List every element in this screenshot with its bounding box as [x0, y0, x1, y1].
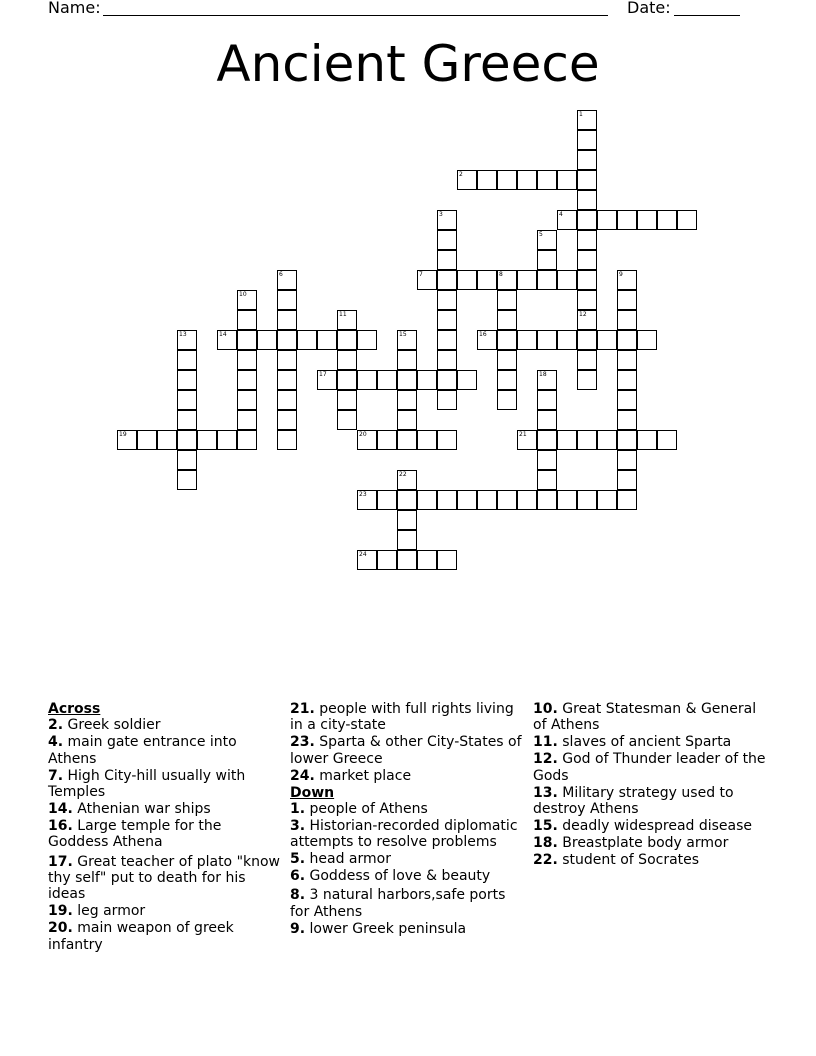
grid-cell[interactable]: [437, 370, 457, 390]
grid-cell[interactable]: [237, 290, 257, 310]
grid-cell[interactable]: [337, 310, 357, 330]
grid-cell[interactable]: [617, 290, 637, 310]
grid-cell[interactable]: [177, 350, 197, 370]
grid-cell[interactable]: [357, 370, 377, 390]
grid-cell[interactable]: [617, 350, 637, 370]
grid-cell[interactable]: [417, 370, 437, 390]
grid-cell[interactable]: [537, 270, 557, 290]
clue-number: 17: [319, 371, 327, 378]
grid-cell[interactable]: [177, 470, 197, 490]
clue-across-4: 4. main gate entrance into Athens: [48, 734, 237, 767]
grid-cell[interactable]: [677, 210, 697, 230]
clue-number: 4: [559, 211, 563, 218]
clue-number: 22: [399, 471, 407, 478]
clue-down-8: 8. 3 natural harbors,safe ports for Athens: [290, 887, 506, 920]
grid-cell[interactable]: [237, 330, 257, 350]
grid-cell[interactable]: [417, 430, 437, 450]
grid-cell[interactable]: [597, 210, 617, 230]
grid-cell[interactable]: [597, 490, 617, 510]
grid-cell[interactable]: [517, 430, 537, 450]
clue-number: 18: [539, 371, 547, 378]
name-label: Name:: [48, 0, 101, 17]
grid-cell[interactable]: [557, 270, 577, 290]
grid-cell[interactable]: [397, 370, 417, 390]
grid-cell[interactable]: [537, 330, 557, 350]
grid-cell[interactable]: [497, 370, 517, 390]
grid-cell[interactable]: [397, 510, 417, 530]
grid-cell[interactable]: [537, 250, 557, 270]
clue-number: 2: [459, 171, 463, 178]
grid-cell[interactable]: [277, 290, 297, 310]
grid-cell[interactable]: [217, 330, 237, 350]
grid-cell[interactable]: [177, 330, 197, 350]
grid-cell[interactable]: [237, 390, 257, 410]
grid-cell[interactable]: [577, 230, 597, 250]
grid-cell[interactable]: [197, 430, 217, 450]
clue-number: 23: [359, 491, 367, 498]
grid-cell[interactable]: [337, 410, 357, 430]
clue-across-2: 2. Greek soldier: [48, 717, 161, 734]
grid-cell[interactable]: [517, 270, 537, 290]
grid-cell[interactable]: [617, 370, 637, 390]
grid-cell[interactable]: [377, 370, 397, 390]
grid-cell[interactable]: [617, 310, 637, 330]
clue-across-24: 24. market place: [290, 767, 412, 784]
grid-cell[interactable]: [397, 430, 417, 450]
grid-cell[interactable]: [137, 430, 157, 450]
grid-cell[interactable]: [617, 330, 637, 350]
clue-number: 14: [219, 331, 227, 338]
grid-cell[interactable]: [577, 370, 597, 390]
clue-down-1: 1. people of Athens: [290, 800, 428, 817]
grid-cell[interactable]: [397, 390, 417, 410]
grid-cell[interactable]: [557, 490, 577, 510]
grid-cell[interactable]: [457, 370, 477, 390]
clue-down-10: 10. Great Statesman & General of Athens: [533, 701, 757, 734]
clue-down-15: 15. deadly widespread disease: [533, 817, 753, 834]
grid-cell[interactable]: [437, 250, 457, 270]
grid-cell[interactable]: [577, 150, 597, 170]
grid-cell[interactable]: [277, 270, 297, 290]
grid-cell[interactable]: [637, 330, 657, 350]
clue-number: 7: [419, 271, 423, 278]
grid-cell[interactable]: [577, 190, 597, 210]
grid-cell[interactable]: [277, 330, 297, 350]
clue-across-23: 23. Sparta & other City-States of lower Greece: [290, 734, 522, 767]
grid-cell[interactable]: [397, 530, 417, 550]
grid-cell[interactable]: [577, 350, 597, 370]
grid-cell[interactable]: [517, 330, 537, 350]
grid-cell[interactable]: [577, 310, 597, 330]
clue-number: 3: [439, 211, 443, 218]
grid-cell[interactable]: [497, 310, 517, 330]
grid-cell[interactable]: [617, 210, 637, 230]
clue-down-6: 6. Goddess of love & beauty: [290, 868, 491, 885]
clues-column-3: [533, 701, 769, 869]
grid-cell[interactable]: [497, 170, 517, 190]
grid-cell[interactable]: [397, 550, 417, 570]
grid-cell[interactable]: [577, 330, 597, 350]
grid-cell[interactable]: [637, 430, 657, 450]
grid-cell[interactable]: [277, 350, 297, 370]
clue-down-18: 18. Breastplate body armor: [533, 834, 729, 851]
grid-cell[interactable]: [577, 130, 597, 150]
clue-down-13: 13. Military strategy used to destroy Athens: [533, 784, 734, 817]
grid-cell[interactable]: [637, 210, 657, 230]
grid-cell[interactable]: [537, 490, 557, 510]
clues-column-1: [48, 701, 284, 954]
grid-cell[interactable]: [557, 330, 577, 350]
grid-cell[interactable]: [397, 470, 417, 490]
grid-cell[interactable]: [237, 410, 257, 430]
clue-number: 1: [579, 111, 583, 118]
grid-cell[interactable]: [617, 450, 637, 470]
grid-cell[interactable]: [617, 430, 637, 450]
grid-cell[interactable]: [397, 350, 417, 370]
grid-cell[interactable]: [477, 170, 497, 190]
grid-cell[interactable]: [437, 550, 457, 570]
grid-cell[interactable]: [177, 390, 197, 410]
grid-cell[interactable]: [577, 210, 597, 230]
grid-cell[interactable]: [457, 270, 477, 290]
grid-cell[interactable]: [297, 330, 317, 350]
clue-number: 12: [579, 311, 587, 318]
clue-number: 13: [179, 331, 187, 338]
clue-number: 16: [479, 331, 487, 338]
grid-cell[interactable]: [617, 390, 637, 410]
grid-cell[interactable]: [337, 390, 357, 410]
clue-number: 24: [359, 551, 367, 558]
clues-column-2: [290, 701, 526, 938]
clue-down-3: 3. Historian-recorded diplomatic attempts to resolve problems: [290, 817, 518, 851]
grid-cell[interactable]: [377, 430, 397, 450]
grid-cell[interactable]: [357, 490, 377, 510]
grid-cell[interactable]: [617, 490, 637, 510]
grid-cell[interactable]: [657, 430, 677, 450]
grid-cell[interactable]: [497, 490, 517, 510]
grid-cell[interactable]: [177, 450, 197, 470]
grid-cell[interactable]: [437, 270, 457, 290]
clue-number: 8: [499, 271, 503, 278]
grid-cell[interactable]: [577, 430, 597, 450]
grid-cell[interactable]: [537, 230, 557, 250]
grid-cell[interactable]: [577, 170, 597, 190]
grid-cell[interactable]: [237, 430, 257, 450]
grid-cell[interactable]: [537, 390, 557, 410]
grid-cell[interactable]: [537, 430, 557, 450]
grid-cell[interactable]: [477, 490, 497, 510]
grid-cell[interactable]: [537, 410, 557, 430]
grid-cell[interactable]: [577, 490, 597, 510]
clue-number: 10: [239, 291, 247, 298]
grid-cell[interactable]: [157, 430, 177, 450]
grid-cell[interactable]: [497, 290, 517, 310]
clue-number: 9: [619, 271, 623, 278]
grid-cell[interactable]: [257, 330, 277, 350]
grid-cell[interactable]: [557, 210, 577, 230]
grid-cell[interactable]: [317, 370, 337, 390]
grid-cell[interactable]: [277, 390, 297, 410]
grid-cell[interactable]: [237, 350, 257, 370]
grid-cell[interactable]: [357, 330, 377, 350]
clue-number: 20: [359, 431, 367, 438]
grid-cell[interactable]: [337, 370, 357, 390]
grid-cell[interactable]: [617, 410, 637, 430]
clue-number: 15: [399, 331, 407, 338]
grid-cell[interactable]: [437, 350, 457, 370]
grid-cell[interactable]: [437, 290, 457, 310]
grid-cell[interactable]: [457, 490, 477, 510]
grid-cell[interactable]: [337, 330, 357, 350]
page-title: Ancient Greece: [216, 35, 600, 93]
grid-cell[interactable]: [577, 110, 597, 130]
down-heading: Down: [290, 784, 335, 801]
grid-cell[interactable]: [657, 210, 677, 230]
clue-across-21: 21. people with full rights living in a city-state: [290, 701, 514, 734]
clue-down-22: 22. student of Socrates: [533, 851, 700, 868]
grid-cell[interactable]: [497, 350, 517, 370]
grid-cell[interactable]: [537, 370, 557, 390]
clue-down-12: 12. God of Thunder leader of the Gods: [533, 751, 766, 784]
clue-number: 21: [519, 431, 527, 438]
grid-cell[interactable]: [397, 330, 417, 350]
grid-cell[interactable]: [497, 330, 517, 350]
grid-cell[interactable]: [237, 310, 257, 330]
grid-cell[interactable]: [597, 430, 617, 450]
grid-cell[interactable]: [377, 550, 397, 570]
grid-cell[interactable]: [277, 430, 297, 450]
grid-cell[interactable]: [357, 430, 377, 450]
grid-cell[interactable]: [437, 230, 457, 250]
grid-cell[interactable]: [237, 370, 257, 390]
grid-cell[interactable]: [277, 410, 297, 430]
grid-cell[interactable]: [617, 270, 637, 290]
across-heading: Across: [48, 701, 101, 717]
clue-across-20: 20. main weapon of greek infantry: [48, 920, 234, 953]
grid-cell[interactable]: [577, 290, 597, 310]
grid-cell[interactable]: [457, 170, 477, 190]
grid-cell[interactable]: [217, 430, 237, 450]
grid-cell[interactable]: [177, 430, 197, 450]
clue-number: 11: [339, 311, 347, 318]
grid-cell[interactable]: [417, 550, 437, 570]
grid-cell[interactable]: [397, 410, 417, 430]
grid-cell[interactable]: [497, 270, 517, 290]
grid-cell[interactable]: [437, 430, 457, 450]
grid-cell[interactable]: [357, 550, 377, 570]
grid-cell[interactable]: [517, 490, 537, 510]
grid-cell[interactable]: [477, 330, 497, 350]
grid-cell[interactable]: [477, 270, 497, 290]
grid-cell[interactable]: [517, 170, 537, 190]
grid-cell[interactable]: [537, 170, 557, 190]
clue-across-19: 19. leg armor: [48, 903, 146, 920]
grid-cell[interactable]: [557, 170, 577, 190]
grid-cell[interactable]: [577, 250, 597, 270]
clue-number: 6: [279, 271, 283, 278]
grid-cell[interactable]: [277, 310, 297, 330]
grid-cell[interactable]: [377, 490, 397, 510]
clue-across-17: 17. Great teacher of plato "know thy self" put to death for his ideas: [48, 853, 281, 903]
clue-number: 5: [539, 231, 543, 238]
grid-cell[interactable]: [397, 490, 417, 510]
grid-cell[interactable]: [417, 270, 437, 290]
grid-cell[interactable]: [117, 430, 137, 450]
grid-cell[interactable]: [177, 410, 197, 430]
grid-cell[interactable]: [177, 370, 197, 390]
clue-across-14: 14. Athenian war ships: [48, 800, 211, 817]
clue-down-5: 5. head armor: [290, 851, 391, 868]
grid-cell[interactable]: [277, 370, 297, 390]
grid-cell[interactable]: [437, 390, 457, 410]
grid-cell[interactable]: [617, 470, 637, 490]
grid-cell[interactable]: [437, 310, 457, 330]
date-label: Date:: [627, 0, 671, 17]
grid-cell[interactable]: [337, 350, 357, 370]
grid-cell[interactable]: [497, 390, 517, 410]
grid-cell[interactable]: [597, 330, 617, 350]
clue-number: 19: [119, 431, 127, 438]
grid-cell[interactable]: [437, 210, 457, 230]
grid-cell[interactable]: [537, 450, 557, 470]
grid-cell[interactable]: [557, 430, 577, 450]
clue-down-9: 9. lower Greek peninsula: [290, 920, 467, 937]
grid-cell[interactable]: [417, 490, 437, 510]
grid-cell[interactable]: [317, 330, 337, 350]
grid-cell[interactable]: [577, 270, 597, 290]
clue-across-7: 7. High City-hill usually with Temples: [48, 767, 246, 801]
clue-down-11: 11. slaves of ancient Sparta: [533, 734, 732, 751]
grid-cell[interactable]: [537, 470, 557, 490]
grid-cell[interactable]: [437, 330, 457, 350]
clue-across-16: 16. Large temple for the Goddess Athena: [48, 817, 222, 851]
grid-cell[interactable]: [437, 490, 457, 510]
